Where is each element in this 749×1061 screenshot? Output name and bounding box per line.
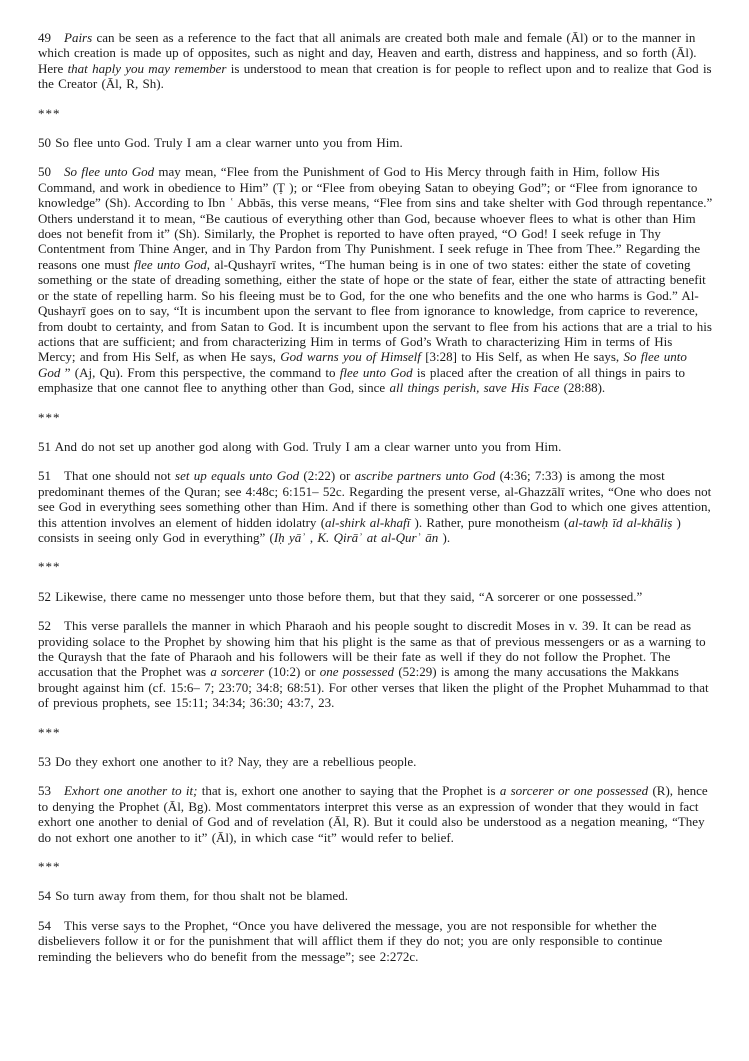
section-separator: *** (38, 409, 61, 425)
verse-text-53: 53 Do they exhort one another to it? Nay, they are a rebellious people. (38, 754, 417, 770)
section-separator: *** (38, 559, 61, 575)
verse-text-54: 54 So turn away from them, for thou shalt not be blamed. (38, 888, 349, 904)
section-separator: *** (38, 105, 61, 121)
commentary-paragraph-51: 51 That one should not set up equals unto God (2:22) or ascribe partners unto God (4:36; 7:33) is among the most predominant themes of the Quran; see 4:48c; 6:151– 52c. Regarding the present verse, al-Ghazzālī writes, “One who does not see God in everything sees something other than Him. And if there is something other than God to which one gives attention, this attention involves an element of hidden idolatry (al-shirk al-khafī ). Rather, pure monotheism (al-tawḥ īd al-khāliṣ ) consists in seeing only God in everything” (Iḥ yāʾ , K. Qirāʾ at al-Qurʾ ān ). (38, 468, 712, 545)
commentary-paragraph-52: 52 This verse parallels the manner in which Pharaoh and his people sought to discredit Moses in v. 39. It can be read as providing solace to the Prophet by showing him that his plight is the same as that of previous messengers or as a warning to the Quraysh that the fate of Pharaoh and his followers will be their fate as well if they do not follow the Prophet. The accusation that the Prophet was a sorcerer (10:2) or one possessed (52:29) is among the many accusations the Makkans brought against him (cf. 15:6– 7; 23:70; 34:8; 68:51). For other verses that liken the plight of the Prophet Muhammad to that of previous prophets, see 15:11; 34:34; 36:30; 43:7, 23. (38, 618, 709, 711)
commentary-paragraph-49: 49 Pairs can be seen as a reference to the fact that all animals are created both male and female (Āl) or to the manner in which creation is made up of opposites, such as night and day, Heaven and earth, distress and happiness, and so forth (Āl). Here that haply you may remember is understood to mean that creation is for people to reflect upon and to realize that God is the Creator (Āl, R, Sh). (38, 30, 712, 92)
commentary-paragraph-50: 50 So flee unto God may mean, “Flee from the Punishment of God to His Mercy through faith in Him, follow His Command, and work in obedience to Him” (Ṭ ); or “Flee from obeying Satan to obeying God”; or “Flee from ignorance to knowledge” (Sh). According to Ibn ʿ Abbās, this verse means, “Flee from sins and take shelter with God through repentance.” Others understand it to mean, “Be cautious of everything other than God, because whoever flees to what is other than Him does not benefit from it” (Sh). Similarly, the Prophet is reported to have often prayed, “O God! I seek refuge in Thy Contentment from Thine Anger, and in Thy Pardon from Thy Punishment. I seek refuge in Thee from Thee.” Regarding the reasons one must flee unto God, al-Qushayrī writes, “The human being is in one of two states: either the state of coveting something or the state of dreading something, either the state of hope or the state of fear, either the state of attracting benefit or the state of repelling harm. So his fleeing must be to God, for the one who benefits and the one who harms is God.” Al-Qushayrī goes on to say, “It is incumbent upon the servant to flee from ignorance to knowledge, from caprice to reverence, from doubt to certainty, and from Satan to God. It is incumbent upon the servant to flee from his actions that are a trial to his actions that are sufficient; and from characterizing Him in terms of God’s Wrath to characterizing Him in terms of His Mercy; and from His Self, as when He says, God warns you of Himself [3:28] to His Self, as when He says, So flee unto God ” (Aj, Qu). From this perspective, the command to flee unto God is placed after the creation of all things in pairs to emphasize that one cannot flee to anything other than God, since all things perish, save His Face (28:88). (38, 164, 713, 396)
section-separator: *** (38, 859, 61, 875)
commentary-paragraph-53: 53 Exhort one another to it; that is, exhort one another to saying that the Prophet is a sorcerer or one possessed (R), hence to denying the Prophet (Āl, Bg). Most commentators interpret this verse as an expression of wonder that they would in fact exhort one another to denial of God and of revelation (Āl, R). But it could also be understood as a negation meaning, “They do not exhort one another to it” (Āl), in which case “it” would refer to belief. (38, 783, 708, 845)
verse-text-50: 50 So flee unto God. Truly I am a clear warner unto you from Him. (38, 135, 403, 151)
section-separator: *** (38, 724, 61, 740)
verse-text-51: 51 And do not set up another god along with God. Truly I am a clear warner unto you from Him. (38, 438, 562, 454)
verse-text-52: 52 Likewise, there came no messenger unto those before them, but that they said, “A sorcerer or one possessed.” (38, 588, 643, 604)
commentary-paragraph-54: 54 This verse says to the Prophet, “Once you have delivered the message, you are not responsible for whether the disbelievers follow it or for the punishment that will afflict them if they do not; you are only responsible to continue reminding the believers who do benefit from the message”; see 2:272c. (38, 917, 663, 964)
